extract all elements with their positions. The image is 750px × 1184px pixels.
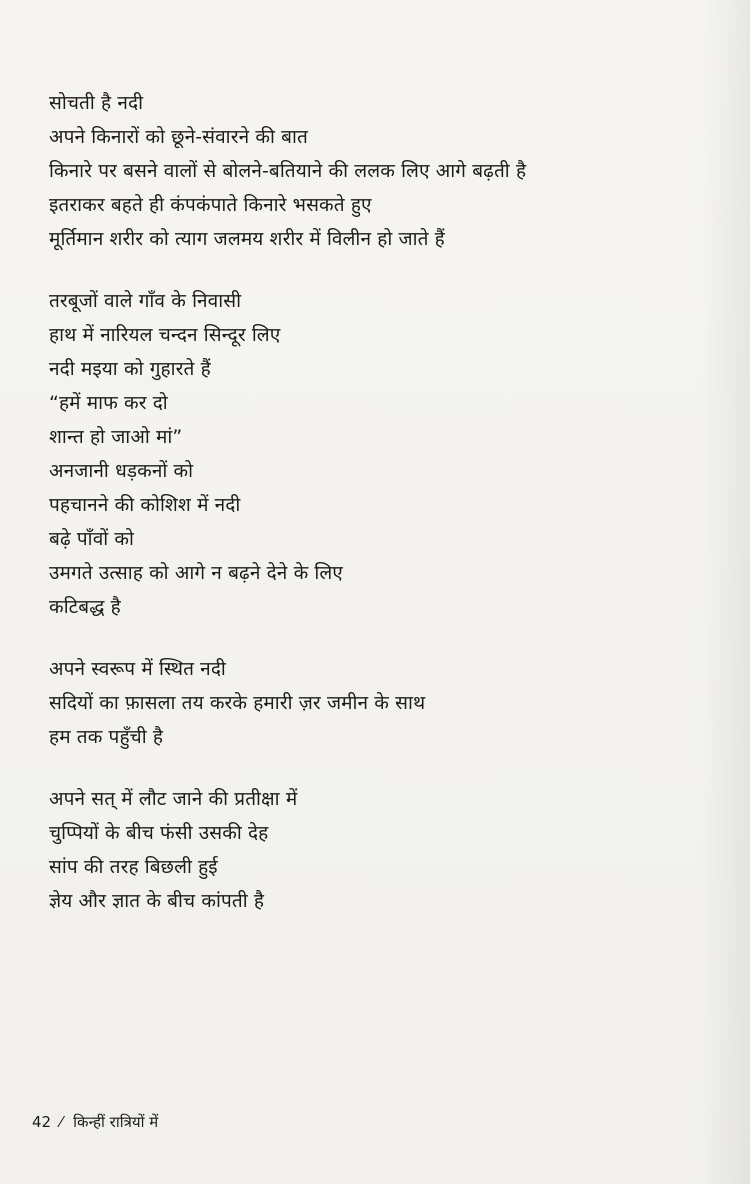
poem-line: अपने सत् में लौट जाने की प्रतीक्षा में [49, 788, 298, 810]
poem-line: इतराकर बहते ही कंपकंपाते किनारे भसकते हुए [49, 194, 372, 216]
poem-line: अनजानी धड़कनों को [49, 460, 194, 482]
stanza-3 [49, 652, 729, 754]
poem [49, 86, 729, 946]
poem-line: पहचानने की कोशिश में नदी [49, 494, 241, 516]
poem-line: बढ़े पाँवों को [49, 528, 135, 550]
poem-line: अपने किनारों को छूने-संवारने की बात [49, 126, 308, 148]
poem-line: सांप की तरह बिछली हुई [49, 856, 218, 878]
poem-line: तरबूजों वाले गाँव के निवासी [49, 290, 242, 312]
poem-line: उमगते उत्साह को आगे न बढ़ने देने के लिए [49, 562, 343, 584]
poem-line: सोचती है नदी [49, 92, 144, 114]
stanza-1 [49, 86, 729, 256]
page-number: 42 [32, 1113, 52, 1131]
poem-line: नदी मइया को गुहारते हैं [49, 358, 211, 380]
poem-line: हम तक पहुँची है [49, 726, 164, 748]
page-footer [32, 1111, 158, 1133]
poem-line: सदियों का फ़ासला तय करके हमारी ज़र जमीन के साथ [49, 692, 426, 714]
poem-line: शान्त हो जाओ मां” [49, 426, 183, 448]
stanza-2 [49, 284, 729, 624]
footer-separator: ⁄ [59, 1113, 63, 1131]
poem-line: किनारे पर बसने वालों से बोलने-बतियाने की ललक लिए आगे बढ़ती है [49, 160, 527, 182]
poem-line: चुप्पियों के बीच फंसी उसकी देह [49, 822, 269, 844]
poem-line: मूर्तिमान शरीर को त्याग जलमय शरीर में विलीन हो जाते हैं [49, 228, 445, 250]
poem-line: ज्ञेय और ज्ञात के बीच कांपती है [49, 890, 265, 912]
stanza-4 [49, 782, 729, 918]
poem-line: अपने स्वरूप में स्थित नदी [49, 658, 226, 680]
poem-line: “हमें माफ कर दो [49, 392, 168, 414]
poem-line: हाथ में नारियल चन्दन सिन्दूर लिए [49, 324, 281, 346]
book-title: किन्हीं रात्रियों में [73, 1113, 159, 1131]
poem-line: कटिबद्ध है [49, 596, 121, 618]
